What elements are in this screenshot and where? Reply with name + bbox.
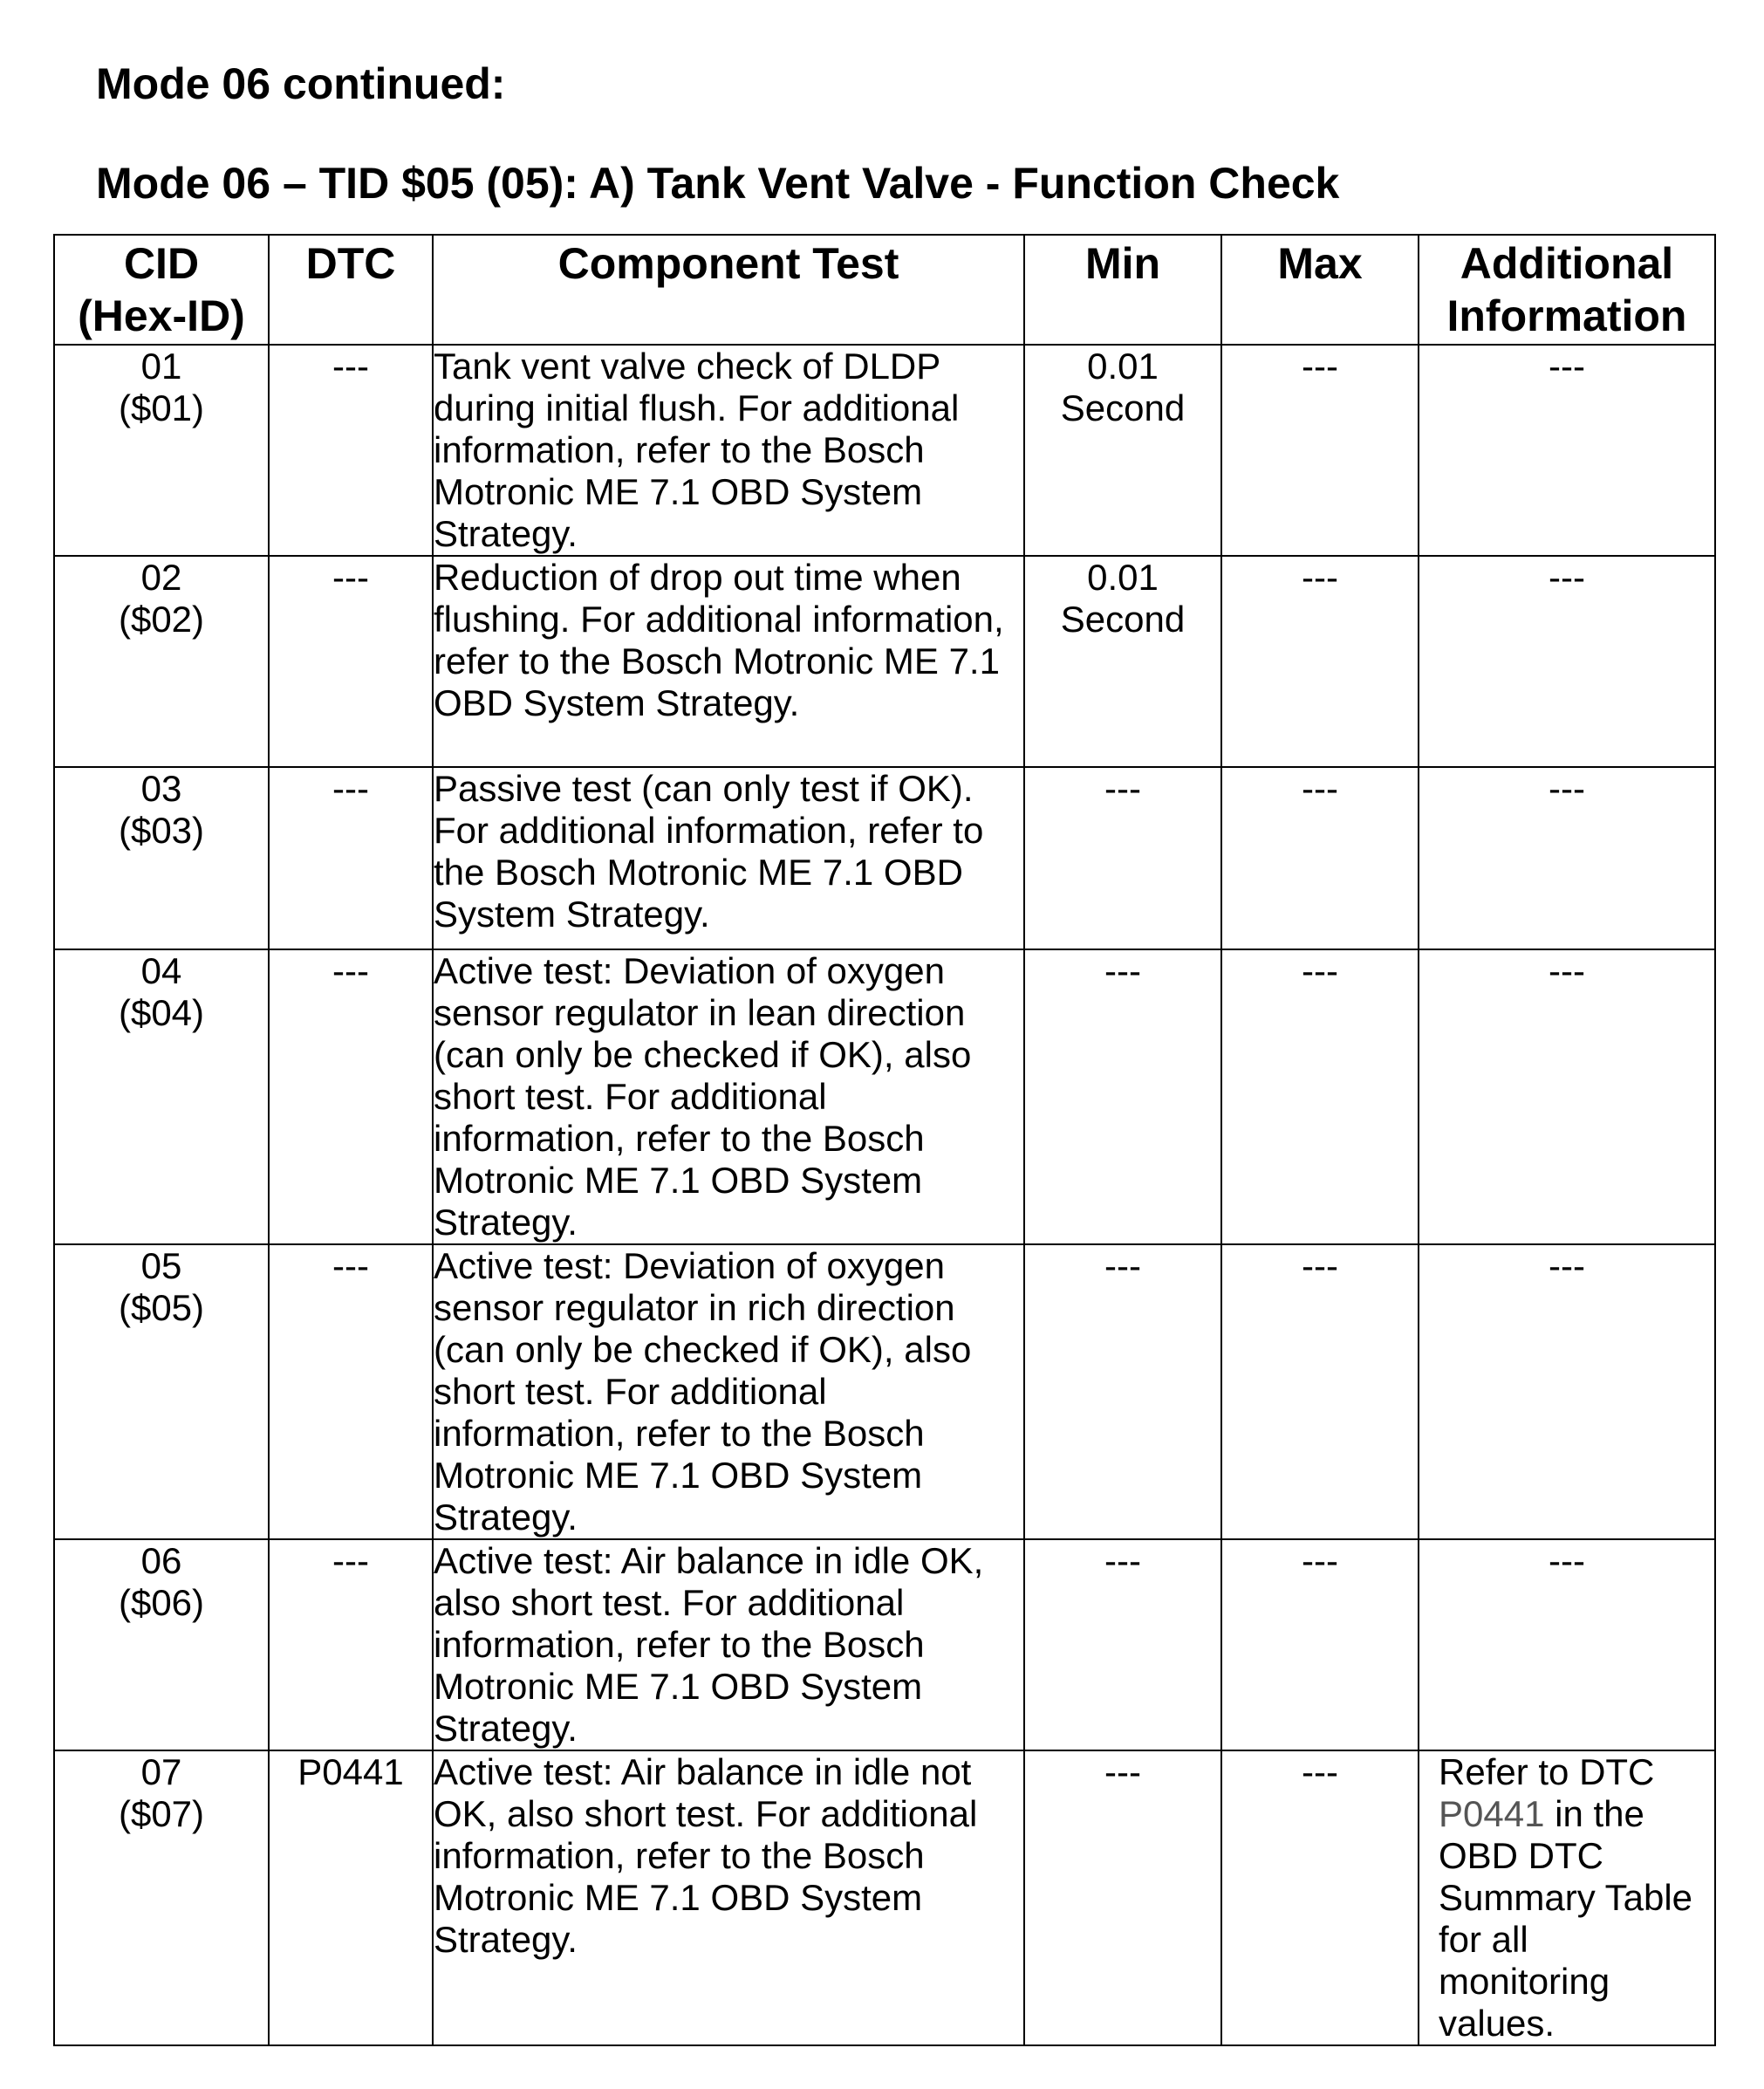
header-max: Max [1221,235,1419,345]
table-row [54,1750,1715,2045]
cell-component-test: Passive test (can only test if OK). For additional information, refer to the Bosch Motronic ME 7.1 OBD System Strategy. [433,767,1024,949]
cell-additional-info: --- [1419,949,1715,1244]
component-test-table [53,234,1716,2046]
table-row [54,345,1715,556]
cell-min: --- [1024,767,1221,949]
cell-dtc: --- [269,345,433,556]
cell-dtc: P0441 [269,1750,433,2045]
info-text-suffix: in the OBD DTC Summary Table for all monitoring values. [1439,1793,1693,2044]
cell-component-test: Tank vent valve check of DLDP during initial flush. For additional information, refer to the Bosch Motronic ME 7.1 OBD System Strategy. [433,345,1024,556]
header-dtc: DTC [269,235,433,345]
cell-min: --- [1024,1539,1221,1750]
dtc-reference-link[interactable]: P0441 [1439,1793,1545,1834]
cell-min: 0.01 Second [1024,345,1221,556]
cell-additional-info: --- [1419,345,1715,556]
cell-component-test: Active test: Air balance in idle OK, also short test. For additional information, refer to the Bosch Motronic ME 7.1 OBD System Strategy. [433,1539,1024,1750]
page-heading-continued: Mode 06 continued: [96,59,506,108]
cell-cid: 01 ($01) [54,345,269,556]
cell-component-test: Active test: Deviation of oxygen sensor regulator in rich direction (can only be checked if OK), also short test. For additional information, refer to the Bosch Motronic ME 7.1 OBD System Strategy. [433,1244,1024,1539]
cell-min: --- [1024,949,1221,1244]
cell-max: --- [1221,1539,1419,1750]
table-row [54,1539,1715,1750]
cell-component-test: Active test: Deviation of oxygen sensor regulator in lean direction (can only be checked if OK), also short test. For additional information, refer to the Bosch Motronic ME 7.1 OBD System Strategy. [433,949,1024,1244]
header-component-test: Component Test [433,235,1024,345]
cell-dtc: --- [269,1539,433,1750]
cell-cid: 03 ($03) [54,767,269,949]
table-row [54,949,1715,1244]
cell-min: --- [1024,1750,1221,2045]
cell-max: --- [1221,556,1419,767]
cell-cid: 04 ($04) [54,949,269,1244]
cell-additional-info: --- [1419,1244,1715,1539]
cell-additional-info: --- [1419,556,1715,767]
table-row [54,556,1715,767]
table-header-row [54,235,1715,345]
table-row [54,1244,1715,1539]
cell-min: 0.01 Second [1024,556,1221,767]
section-title: Mode 06 – TID $05 (05): A) Tank Vent Valve - Function Check [96,159,1340,208]
cell-additional-info: --- [1419,767,1715,949]
cell-cid: 06 ($06) [54,1539,269,1750]
cell-max: --- [1221,949,1419,1244]
cell-component-test: Active test: Air balance in idle not OK, also short test. For additional information, refer to the Bosch Motronic ME 7.1 OBD System Strategy. [433,1750,1024,2045]
cell-dtc: --- [269,767,433,949]
cell-additional-info: --- [1419,1539,1715,1750]
cell-cid: 05 ($05) [54,1244,269,1539]
header-additional-information: Additional Information [1419,235,1715,345]
cell-dtc: --- [269,1244,433,1539]
cell-cid: 07 ($07) [54,1750,269,2045]
cell-min: --- [1024,1244,1221,1539]
header-min: Min [1024,235,1221,345]
cell-max: --- [1221,345,1419,556]
cell-dtc: --- [269,949,433,1244]
cell-max: --- [1221,1750,1419,2045]
cell-cid: 02 ($02) [54,556,269,767]
header-cid: CID (Hex-ID) [54,235,269,345]
cell-component-test: Reduction of drop out time when flushing. For additional information, refer to the Bosch Motronic ME 7.1 OBD System Strategy. [433,556,1024,767]
table-row [54,767,1715,949]
info-text-prefix: Refer to DTC [1439,1751,1655,1792]
cell-dtc: --- [269,556,433,767]
cell-additional-info [1419,1750,1715,2045]
cell-max: --- [1221,767,1419,949]
cell-max: --- [1221,1244,1419,1539]
